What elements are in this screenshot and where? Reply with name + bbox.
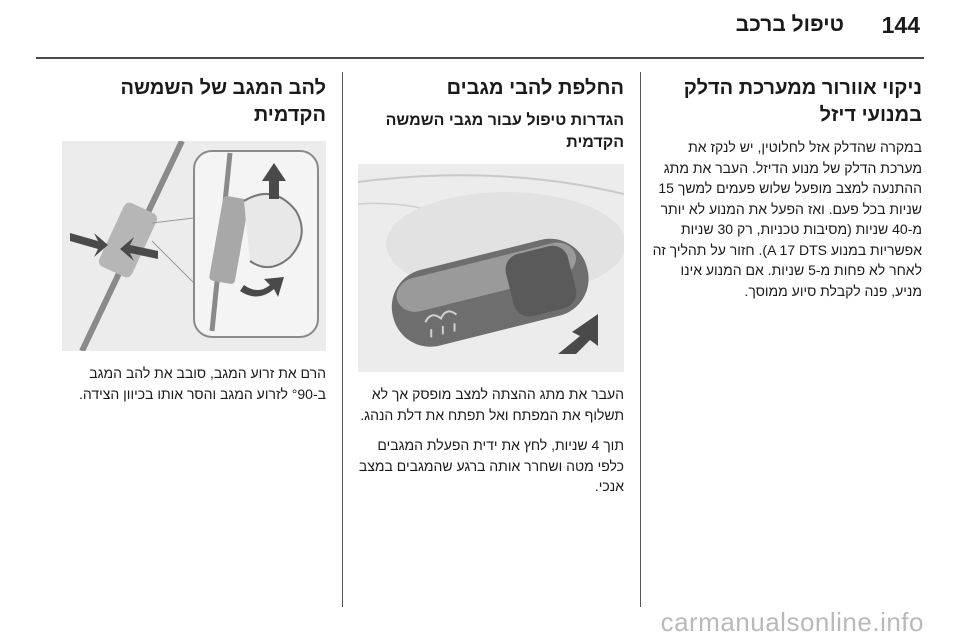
page-number: 144 (881, 12, 920, 38)
wiper-blade-heading: להב המגב של השמשה הקדמית (120, 77, 326, 126)
column-wiper-replacement (356, 75, 624, 507)
wiper-blade-illustration (62, 141, 326, 351)
page-header (0, 0, 960, 58)
watermark: carmanualsonline.info (660, 607, 924, 637)
ignition-instruction-text: העבר את מתג ההצתה למצב מופסק אך לא תשלוף את המפתח ואל תפתח את דלת הנהג. (360, 386, 624, 423)
diesel-bleeding-text: במקרה שהדלק אזל לחלוטין, יש לנקז את מערכת הדלק של מנוע הדיזל. העבר את מתג ההתנעה למצב מופעל שלוש פעמים למשך 15 שניות בכל פעם. ואז הפעל את המנוע לא יותר מ-40 שניות (מסיבות טכניות, רק 30 שניות אפשריות במנוע A 17 DTS). חזור על תהליך זה לאחר לא פחות מ-5 שניות. אם המנוע אינו מניע, פנה לקבלת סיוע ממוסך. (652, 139, 922, 299)
page-section-title: טיפול ברכב (735, 13, 844, 36)
wiper-replacement-heading: החלפת להבי מגבים (446, 77, 624, 99)
header-divider (36, 57, 924, 59)
wiper-blade-illustration-icon (62, 141, 326, 351)
wiper-stalk-illustration (358, 164, 624, 372)
column-divider-right (640, 72, 641, 607)
wiper-lever-instruction-text: תוך 4 שניות, לחץ את ידית הפעלת המגבים כלפי מטה ושחרר אותה ברגע שהמגבים במצב אנכי. (358, 437, 624, 494)
wiper-blade-instruction-text: הרם את זרוע המגב, סובב את להב המגב ב-°90 לזרוע המגב והסר אותו בכיוון הצידה. (79, 365, 326, 402)
wiper-stalk-illustration-icon (358, 164, 624, 372)
wiper-service-subheading: הגדרות טיפול עבור מגבי השמשה הקדמית (385, 112, 624, 151)
column-divider-left (342, 72, 343, 607)
column-wiper-blade (62, 75, 326, 414)
diesel-bleeding-heading: ניקוי אוורור ממערכת הדלק במנועי דיזל (683, 77, 922, 126)
column-diesel-bleeding (652, 75, 922, 311)
